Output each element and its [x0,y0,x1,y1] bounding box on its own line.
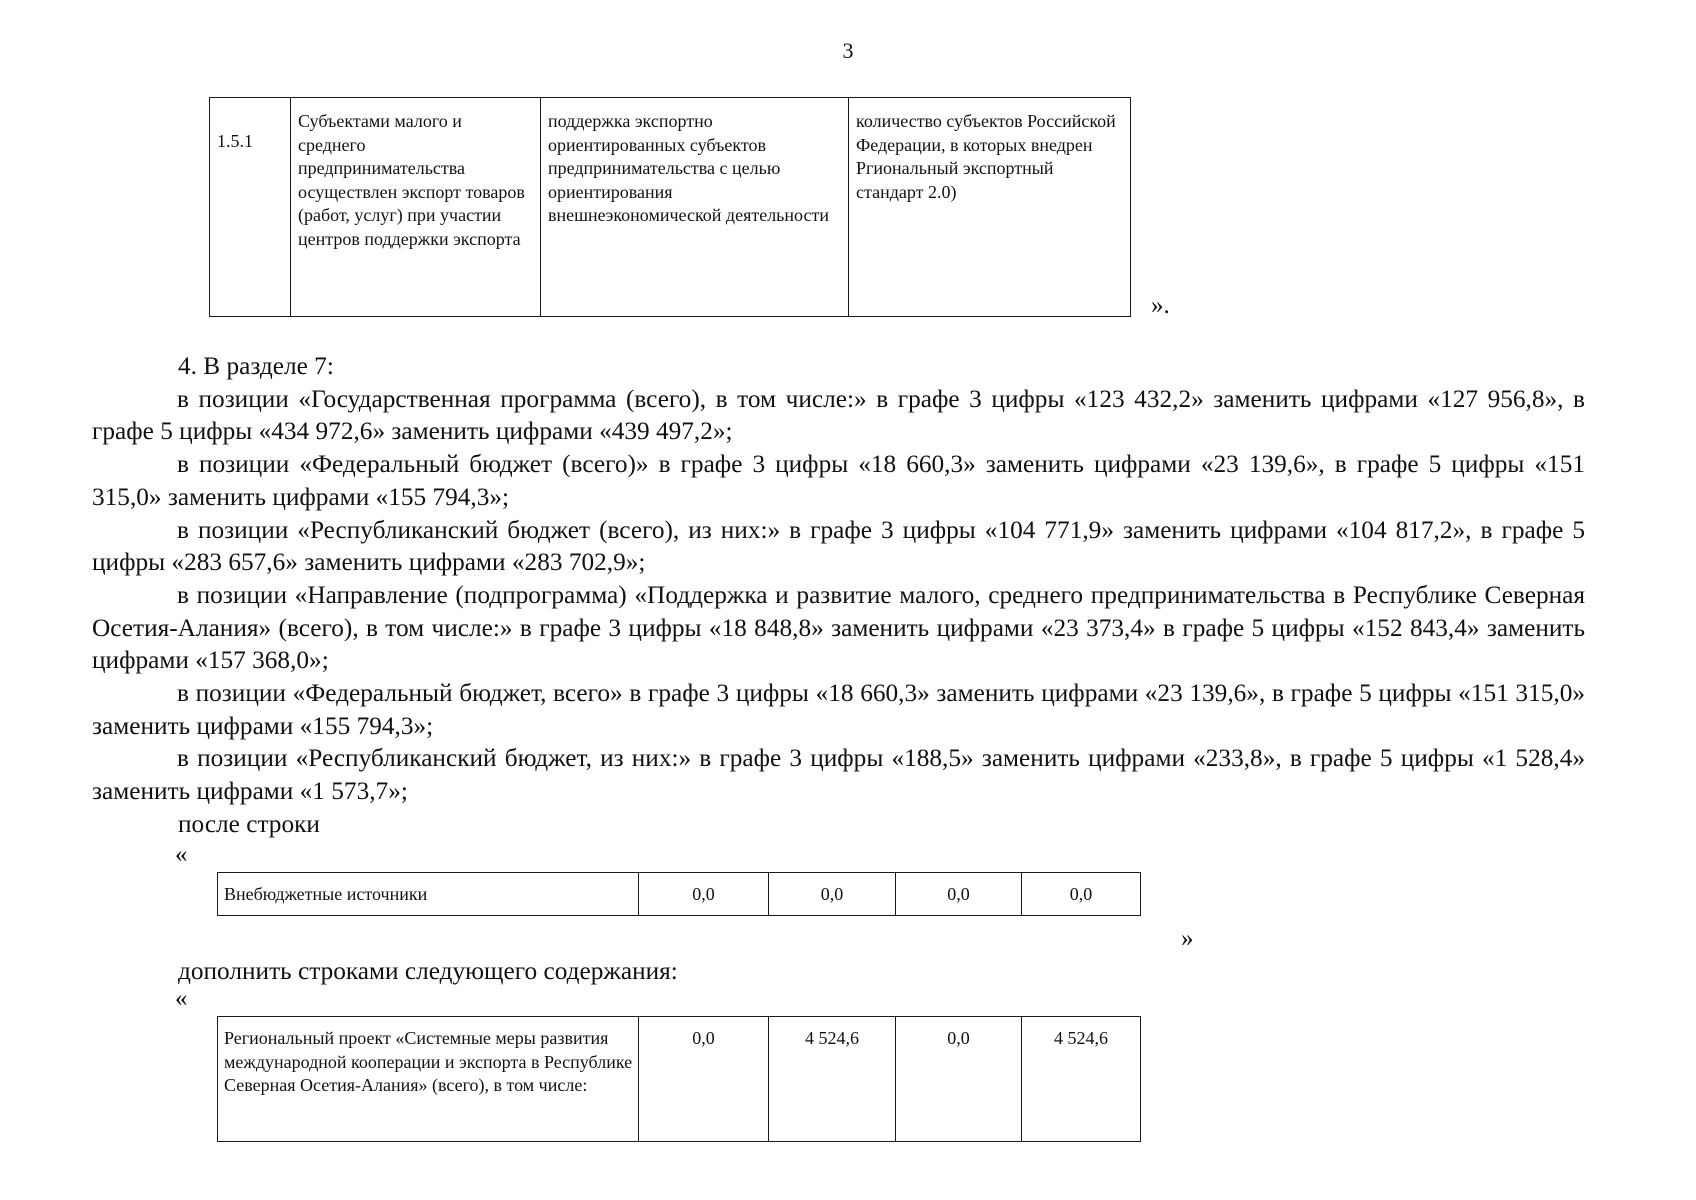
cell-value: 4 524,6 [769,1017,896,1142]
cell-value: 0,0 [769,873,896,916]
paragraph-3: в позиции «Республиканский бюджет (всего), из них:» в графе 3 цифры «104 771,9» заменить цифрами «104 817,2», в графе 5 цифры «283 657,6» заменить цифрами «283 702,9»; [92,515,1585,577]
indicator-table [209,97,1131,317]
cell-value: 0,0 [639,1017,769,1142]
closing-quote-2: » [1181,925,1194,952]
table-row [218,1017,1141,1142]
cell-value: 0,0 [896,1017,1022,1142]
paragraph-2: в позиции «Федеральный бюджет (всего)» в графе 3 цифры «18 660,3» заменить цифрами «23 139,6», в графе 5 цифры «151 315,0» заменить цифрами «155 794,3»; [92,450,1585,511]
after-row-text: после строки [178,809,320,838]
cell-description: поддержка экспортно ориентированных субъектов предпринимательства с целью ориентирования внешнеэкономической деятельности [541,98,849,317]
cell-value: 0,0 [896,873,1022,916]
supplement-text: дополнить строками следующего содержания: [178,957,678,985]
section-heading: 4. В разделе 7: [178,352,334,380]
cell-label: Внебюджетные источники [218,873,639,916]
paragraph-5: в позиции «Федеральный бюджет, всего» в графе 3 цифры «18 660,3» заменить цифрами «23 139,6», в графе 5 цифры «151 315,0» заменить цифрами «155 794,3»; [92,679,1585,740]
cell-value: 0,0 [1022,873,1141,916]
cell-label: Региональный проект «Системные меры развития международной кооперации и экспорта в Республике Северная Осетия-Алания» (всего), в том числе: [218,1017,639,1142]
amendment-text [92,350,1585,841]
cell-number: 1.5.1 [210,98,291,317]
page-number: 3 [842,38,854,63]
paragraph-1: в позиции «Государственная программа (всего), в том числе:» в графе 3 цифры «123 432,2» заменить цифрами «127 956,8», в графе 5 цифры «434 972,6» заменить цифрами «439 497,2»; [92,384,1585,446]
paragraph-6: в позиции «Республиканский бюджет, из них:» в графе 3 цифры «188,5» заменить цифрами «233,8», в графе 5 цифры «1 528,4» заменить цифрами «1 573,7»; [92,744,1585,806]
budget-row-table [217,872,1141,916]
table-row [210,98,1131,317]
cell-indicator: количество субъектов Российской Федерации, в которых внедрен Ргиональный экспортный стандарт 2.0) [849,98,1131,317]
cell-value: 4 524,6 [1022,1017,1141,1142]
supplement-text-block [92,955,1585,988]
regional-project-table [217,1016,1141,1142]
table-row [218,873,1141,916]
paragraph-4: в позиции «Направление (подпрограмма) «Поддержка и развитие малого, среднего предпринимательства в Республике Северная Осетия-Алания» (всего), в том числе:» в графе 3 цифры «18 848,8» заменить цифрами «23 373,4» в графе 5 цифры «152 843,4» заменить цифрами «157 368,0»; [92,580,1585,675]
cell-value: 0,0 [639,873,769,916]
opening-quote-2: « [175,841,188,868]
closing-quote-1: ». [1151,292,1170,319]
cell-result: Субъектами малого и среднего предпринимательства осуществлен экспорт товаров (работ, услуг) при участии центров поддержки экспорта [291,98,541,317]
opening-quote-3: « [175,985,188,1012]
